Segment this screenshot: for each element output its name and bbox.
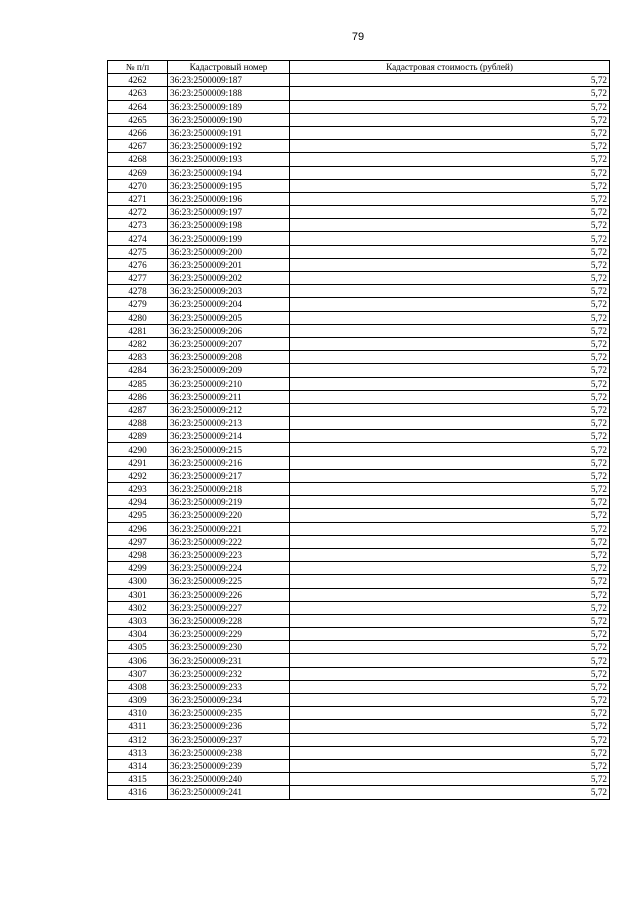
table-row <box>108 192 610 205</box>
table-row <box>108 298 610 311</box>
cell-cadastral-number: 36:23:2500009:240 <box>168 773 290 786</box>
cell-cadastral-number: 36:23:2500009:200 <box>168 245 290 258</box>
table-row <box>108 614 610 627</box>
cell-row-number: 4282 <box>108 337 168 350</box>
cell-cadastral-number: 36:23:2500009:213 <box>168 417 290 430</box>
cell-cadastral-cost: 5,72 <box>290 601 610 614</box>
table-row <box>108 746 610 759</box>
table-row <box>108 509 610 522</box>
cell-cadastral-cost: 5,72 <box>290 390 610 403</box>
cell-cadastral-cost: 5,72 <box>290 232 610 245</box>
cell-row-number: 4273 <box>108 219 168 232</box>
cell-cadastral-number: 36:23:2500009:191 <box>168 126 290 139</box>
cell-row-number: 4304 <box>108 628 168 641</box>
table-row <box>108 113 610 126</box>
cell-row-number: 4307 <box>108 667 168 680</box>
cell-cadastral-cost: 5,72 <box>290 166 610 179</box>
table-row <box>108 100 610 113</box>
cell-row-number: 4308 <box>108 680 168 693</box>
cell-cadastral-cost: 5,72 <box>290 469 610 482</box>
cell-row-number: 4283 <box>108 351 168 364</box>
cell-cadastral-cost: 5,72 <box>290 206 610 219</box>
cell-cadastral-cost: 5,72 <box>290 377 610 390</box>
cell-cadastral-cost: 5,72 <box>290 496 610 509</box>
cell-row-number: 4274 <box>108 232 168 245</box>
cell-row-number: 4299 <box>108 562 168 575</box>
cell-cadastral-number: 36:23:2500009:205 <box>168 311 290 324</box>
table-row <box>108 324 610 337</box>
table-row <box>108 483 610 496</box>
table-row <box>108 443 610 456</box>
cell-row-number: 4298 <box>108 548 168 561</box>
cell-row-number: 4288 <box>108 417 168 430</box>
cell-cadastral-cost: 5,72 <box>290 759 610 772</box>
table-row <box>108 628 610 641</box>
table-row <box>108 588 610 601</box>
table-row <box>108 694 610 707</box>
cell-row-number: 4301 <box>108 588 168 601</box>
table-header-row <box>108 61 610 74</box>
cell-row-number: 4314 <box>108 759 168 772</box>
cell-cadastral-number: 36:23:2500009:237 <box>168 733 290 746</box>
cell-cadastral-cost: 5,72 <box>290 126 610 139</box>
cell-cadastral-number: 36:23:2500009:199 <box>168 232 290 245</box>
cell-row-number: 4297 <box>108 535 168 548</box>
cell-cadastral-cost: 5,72 <box>290 483 610 496</box>
cell-cadastral-number: 36:23:2500009:209 <box>168 364 290 377</box>
cell-cadastral-number: 36:23:2500009:231 <box>168 654 290 667</box>
cell-row-number: 4300 <box>108 575 168 588</box>
cell-cadastral-number: 36:23:2500009:229 <box>168 628 290 641</box>
cell-cadastral-cost: 5,72 <box>290 548 610 561</box>
cell-cadastral-number: 36:23:2500009:227 <box>168 601 290 614</box>
cell-cadastral-cost: 5,72 <box>290 562 610 575</box>
table-row <box>108 720 610 733</box>
header-cadastral-number: Кадастровый номер <box>168 61 290 74</box>
cell-cadastral-cost: 5,72 <box>290 364 610 377</box>
cell-cadastral-cost: 5,72 <box>290 746 610 759</box>
header-row-number: № п/п <box>108 61 168 74</box>
cell-row-number: 4289 <box>108 430 168 443</box>
table-row <box>108 272 610 285</box>
cadastral-table <box>107 60 610 800</box>
cell-cadastral-cost: 5,72 <box>290 337 610 350</box>
cell-cadastral-number: 36:23:2500009:204 <box>168 298 290 311</box>
cell-row-number: 4316 <box>108 786 168 799</box>
cell-cadastral-number: 36:23:2500009:234 <box>168 694 290 707</box>
table-row <box>108 601 610 614</box>
cell-cadastral-number: 36:23:2500009:225 <box>168 575 290 588</box>
table-row <box>108 430 610 443</box>
table-row <box>108 390 610 403</box>
table-row <box>108 232 610 245</box>
cell-cadastral-number: 36:23:2500009:203 <box>168 285 290 298</box>
cell-cadastral-number: 36:23:2500009:208 <box>168 351 290 364</box>
cell-cadastral-cost: 5,72 <box>290 219 610 232</box>
cell-cadastral-number: 36:23:2500009:206 <box>168 324 290 337</box>
cell-cadastral-number: 36:23:2500009:228 <box>168 614 290 627</box>
cell-cadastral-number: 36:23:2500009:241 <box>168 786 290 799</box>
table-row <box>108 351 610 364</box>
cell-cadastral-number: 36:23:2500009:230 <box>168 641 290 654</box>
cell-cadastral-cost: 5,72 <box>290 773 610 786</box>
cell-cadastral-cost: 5,72 <box>290 324 610 337</box>
cell-cadastral-number: 36:23:2500009:232 <box>168 667 290 680</box>
cell-row-number: 4287 <box>108 403 168 416</box>
header-cadastral-cost: Кадастровая стоимость (рублей) <box>290 61 610 74</box>
cell-row-number: 4265 <box>108 113 168 126</box>
cell-cadastral-number: 36:23:2500009:202 <box>168 272 290 285</box>
cell-cadastral-cost: 5,72 <box>290 298 610 311</box>
cell-cadastral-number: 36:23:2500009:197 <box>168 206 290 219</box>
table-row <box>108 364 610 377</box>
cell-cadastral-cost: 5,72 <box>290 100 610 113</box>
cell-cadastral-number: 36:23:2500009:216 <box>168 456 290 469</box>
cell-row-number: 4309 <box>108 694 168 707</box>
cell-cadastral-cost: 5,72 <box>290 351 610 364</box>
cell-row-number: 4294 <box>108 496 168 509</box>
cell-row-number: 4290 <box>108 443 168 456</box>
cell-row-number: 4268 <box>108 153 168 166</box>
cell-cadastral-cost: 5,72 <box>290 192 610 205</box>
cell-cadastral-number: 36:23:2500009:221 <box>168 522 290 535</box>
cell-cadastral-cost: 5,72 <box>290 403 610 416</box>
cell-cadastral-cost: 5,72 <box>290 430 610 443</box>
cell-row-number: 4276 <box>108 258 168 271</box>
table-row <box>108 258 610 271</box>
table-row <box>108 337 610 350</box>
cell-row-number: 4267 <box>108 140 168 153</box>
cell-cadastral-number: 36:23:2500009:196 <box>168 192 290 205</box>
table-row <box>108 153 610 166</box>
cell-cadastral-number: 36:23:2500009:194 <box>168 166 290 179</box>
table-row <box>108 87 610 100</box>
cell-row-number: 4270 <box>108 179 168 192</box>
cell-row-number: 4275 <box>108 245 168 258</box>
cell-row-number: 4284 <box>108 364 168 377</box>
table-row <box>108 535 610 548</box>
table-row <box>108 311 610 324</box>
table-row <box>108 285 610 298</box>
cell-row-number: 4311 <box>108 720 168 733</box>
cell-row-number: 4286 <box>108 390 168 403</box>
cell-cadastral-number: 36:23:2500009:192 <box>168 140 290 153</box>
cell-cadastral-cost: 5,72 <box>290 87 610 100</box>
cell-row-number: 4277 <box>108 272 168 285</box>
table-row <box>108 680 610 693</box>
cell-row-number: 4296 <box>108 522 168 535</box>
table-row <box>108 469 610 482</box>
cell-cadastral-cost: 5,72 <box>290 720 610 733</box>
table-row <box>108 496 610 509</box>
table-row <box>108 641 610 654</box>
table-row <box>108 759 610 772</box>
cell-cadastral-number: 36:23:2500009:189 <box>168 100 290 113</box>
cell-row-number: 4312 <box>108 733 168 746</box>
cell-row-number: 4280 <box>108 311 168 324</box>
cell-cadastral-number: 36:23:2500009:217 <box>168 469 290 482</box>
cell-cadastral-cost: 5,72 <box>290 628 610 641</box>
cell-cadastral-number: 36:23:2500009:223 <box>168 548 290 561</box>
table-row <box>108 403 610 416</box>
cell-cadastral-number: 36:23:2500009:190 <box>168 113 290 126</box>
table-row <box>108 126 610 139</box>
cell-row-number: 4293 <box>108 483 168 496</box>
cell-cadastral-number: 36:23:2500009:233 <box>168 680 290 693</box>
cell-row-number: 4279 <box>108 298 168 311</box>
cell-row-number: 4313 <box>108 746 168 759</box>
cell-row-number: 4262 <box>108 74 168 87</box>
cell-cadastral-number: 36:23:2500009:207 <box>168 337 290 350</box>
cell-cadastral-number: 36:23:2500009:198 <box>168 219 290 232</box>
cell-cadastral-number: 36:23:2500009:226 <box>168 588 290 601</box>
cell-cadastral-cost: 5,72 <box>290 245 610 258</box>
cell-cadastral-cost: 5,72 <box>290 680 610 693</box>
table-row <box>108 245 610 258</box>
cell-cadastral-number: 36:23:2500009:188 <box>168 87 290 100</box>
table-row <box>108 219 610 232</box>
cell-cadastral-number: 36:23:2500009:218 <box>168 483 290 496</box>
table-row <box>108 140 610 153</box>
cell-row-number: 4272 <box>108 206 168 219</box>
table-row <box>108 166 610 179</box>
cell-cadastral-number: 36:23:2500009:224 <box>168 562 290 575</box>
table-row <box>108 522 610 535</box>
cell-cadastral-number: 36:23:2500009:193 <box>168 153 290 166</box>
cell-cadastral-cost: 5,72 <box>290 456 610 469</box>
table-row <box>108 456 610 469</box>
cell-cadastral-cost: 5,72 <box>290 522 610 535</box>
cell-cadastral-cost: 5,72 <box>290 535 610 548</box>
cell-cadastral-cost: 5,72 <box>290 285 610 298</box>
cell-cadastral-cost: 5,72 <box>290 707 610 720</box>
table-body <box>108 74 610 799</box>
table-row <box>108 733 610 746</box>
cell-cadastral-number: 36:23:2500009:239 <box>168 759 290 772</box>
cell-cadastral-cost: 5,72 <box>290 694 610 707</box>
cell-cadastral-number: 36:23:2500009:212 <box>168 403 290 416</box>
table-row <box>108 707 610 720</box>
cell-cadastral-number: 36:23:2500009:211 <box>168 390 290 403</box>
cell-row-number: 4264 <box>108 100 168 113</box>
cell-row-number: 4306 <box>108 654 168 667</box>
cell-row-number: 4315 <box>108 773 168 786</box>
cell-cadastral-number: 36:23:2500009:238 <box>168 746 290 759</box>
cell-cadastral-cost: 5,72 <box>290 153 610 166</box>
table-row <box>108 773 610 786</box>
cell-cadastral-number: 36:23:2500009:222 <box>168 535 290 548</box>
cell-row-number: 4269 <box>108 166 168 179</box>
cell-cadastral-cost: 5,72 <box>290 113 610 126</box>
cell-cadastral-number: 36:23:2500009:214 <box>168 430 290 443</box>
cell-row-number: 4291 <box>108 456 168 469</box>
cell-row-number: 4305 <box>108 641 168 654</box>
cell-cadastral-cost: 5,72 <box>290 575 610 588</box>
table-row <box>108 206 610 219</box>
cell-cadastral-cost: 5,72 <box>290 733 610 746</box>
cell-cadastral-number: 36:23:2500009:195 <box>168 179 290 192</box>
cell-cadastral-cost: 5,72 <box>290 311 610 324</box>
cell-row-number: 4266 <box>108 126 168 139</box>
cell-cadastral-cost: 5,72 <box>290 667 610 680</box>
cell-cadastral-cost: 5,72 <box>290 74 610 87</box>
cell-cadastral-cost: 5,72 <box>290 641 610 654</box>
cell-cadastral-cost: 5,72 <box>290 786 610 799</box>
table-row <box>108 786 610 799</box>
table-row <box>108 74 610 87</box>
cell-cadastral-number: 36:23:2500009:220 <box>168 509 290 522</box>
cell-cadastral-cost: 5,72 <box>290 654 610 667</box>
table-row <box>108 575 610 588</box>
cell-cadastral-cost: 5,72 <box>290 179 610 192</box>
cell-cadastral-cost: 5,72 <box>290 614 610 627</box>
table-row <box>108 417 610 430</box>
cell-cadastral-number: 36:23:2500009:201 <box>168 258 290 271</box>
table-row <box>108 179 610 192</box>
cell-cadastral-cost: 5,72 <box>290 140 610 153</box>
cell-row-number: 4285 <box>108 377 168 390</box>
cell-row-number: 4263 <box>108 87 168 100</box>
cell-cadastral-cost: 5,72 <box>290 443 610 456</box>
cell-cadastral-cost: 5,72 <box>290 509 610 522</box>
cell-cadastral-cost: 5,72 <box>290 417 610 430</box>
cell-row-number: 4278 <box>108 285 168 298</box>
cell-row-number: 4310 <box>108 707 168 720</box>
cell-cadastral-number: 36:23:2500009:215 <box>168 443 290 456</box>
cell-row-number: 4281 <box>108 324 168 337</box>
cell-cadastral-number: 36:23:2500009:187 <box>168 74 290 87</box>
cell-cadastral-number: 36:23:2500009:219 <box>168 496 290 509</box>
table-row <box>108 667 610 680</box>
page-number: 79 <box>351 31 365 43</box>
table-row <box>108 548 610 561</box>
table-row <box>108 654 610 667</box>
cell-cadastral-number: 36:23:2500009:236 <box>168 720 290 733</box>
cell-row-number: 4292 <box>108 469 168 482</box>
table-row <box>108 377 610 390</box>
cell-row-number: 4303 <box>108 614 168 627</box>
cell-cadastral-cost: 5,72 <box>290 588 610 601</box>
cell-cadastral-cost: 5,72 <box>290 258 610 271</box>
cell-cadastral-number: 36:23:2500009:235 <box>168 707 290 720</box>
cell-cadastral-number: 36:23:2500009:210 <box>168 377 290 390</box>
cell-cadastral-cost: 5,72 <box>290 272 610 285</box>
cell-row-number: 4295 <box>108 509 168 522</box>
cell-row-number: 4302 <box>108 601 168 614</box>
table-row <box>108 562 610 575</box>
cell-row-number: 4271 <box>108 192 168 205</box>
